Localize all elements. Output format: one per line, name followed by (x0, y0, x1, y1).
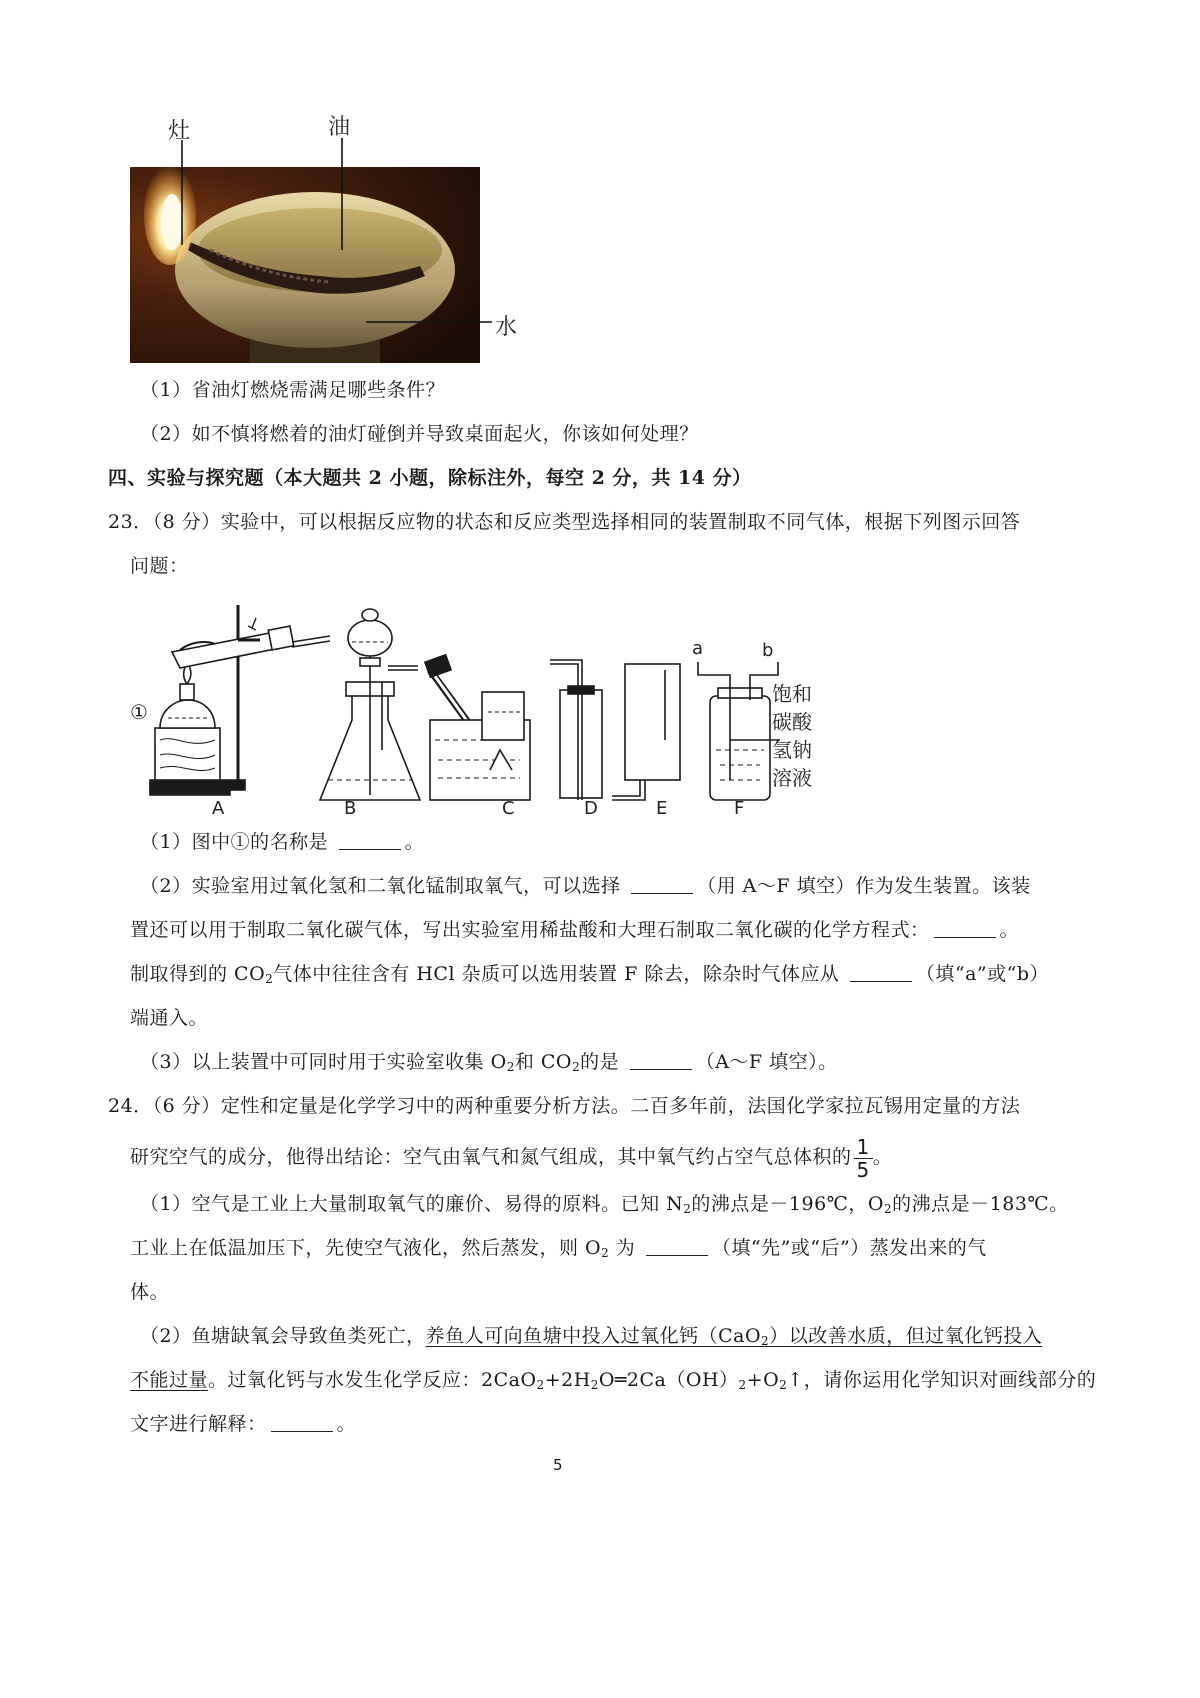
q24-stem-line1: 24．（6 分）定性和定量是化学学习中的两种重要分析方法。二百多年前，法国化学家拉瓦锡用定量的方法 (108, 1095, 1021, 1117)
q24-stem-line2 (130, 1132, 892, 1182)
underlined-part: 养鱼人可向鱼塘中投入过氧化钙（CaO (425, 1325, 762, 1347)
subscript: 2 (761, 1334, 770, 1348)
apparatus-label-F: F (734, 798, 745, 819)
q23-part3-text: 和 CO (514, 1051, 573, 1073)
solution-line-3: 氢钠 (772, 738, 812, 762)
q23-part3-text: （A～F 填空）。 (695, 1051, 838, 1073)
q23-stem-line1: 23．（8 分）实验中，可以根据反应物的状态和反应类型选择相同的装置制取不同气体，根据下列图示回答 (108, 511, 1021, 533)
apparatus-label-A: A (212, 798, 225, 819)
q23-part2-text: 制取得到的 CO (130, 963, 266, 985)
q23-part3 (140, 1050, 838, 1079)
q24-part2-text: 文字进行解释： (130, 1413, 267, 1435)
section-heading: 四、实验与探究题（本大题共 2 小题，除标注外，每空 2 分，共 14 分） (108, 467, 752, 489)
apparatus-label-C: C (502, 798, 515, 819)
q24-part2-text: 。 (336, 1413, 357, 1435)
port-a-label: a (692, 638, 704, 659)
subscript: 2 (572, 1060, 581, 1074)
q23-part1-text: （1）图中①的名称是 (140, 831, 335, 853)
q24-part1-line2 (130, 1236, 987, 1265)
subscript: 2 (738, 1378, 747, 1392)
q23-part1 (140, 830, 424, 854)
q23-part3-text: （3）以上装置中可同时用于实验室收集 O (140, 1051, 507, 1073)
solution-line-2: 碳酸 (772, 710, 812, 734)
q23-part2-text: （2）实验室用过氧化氢和二氧化锰制取氧气，可以选择 (140, 875, 628, 897)
fraction-denominator: 5 (856, 1157, 870, 1182)
underlined-part: ）以改善水质，但过氧化钙投入 (769, 1325, 1043, 1347)
q24-part1-text: 的沸点是－196℃，O (691, 1193, 885, 1215)
label-water: 水 (495, 315, 518, 340)
q24-part2-line3 (130, 1412, 356, 1436)
page-number: 5 (553, 1456, 563, 1474)
answer-blank[interactable] (339, 831, 401, 850)
solution-line-1: 饱和 (772, 682, 812, 706)
q23-part2-line2 (130, 918, 1019, 942)
q23-part2-text: （填“a”或“b） (915, 963, 1050, 985)
q24-part1-line3: 体。 (130, 1281, 170, 1303)
q23-part1-end: 。 (404, 831, 425, 853)
q23-part2-line4: 端通入。 (130, 1007, 209, 1029)
q24-part2-line2 (130, 1368, 1096, 1397)
subscript: 2 (590, 1378, 599, 1392)
port-b-label: b (762, 640, 774, 661)
q23-part2-text: 气体中往往含有 HCl 杂质可以选用装置 F 除去，除杂时气体应从 (273, 963, 846, 985)
q22-part2: （2）如不慎将燃着的油灯碰倒并导致桌面起火，你该如何处理？ (140, 423, 699, 445)
subscript: 2 (536, 1378, 545, 1392)
apparatus-label-D: D (584, 798, 598, 819)
apparatus-circle-one: ① (130, 700, 148, 724)
answer-blank[interactable] (271, 1413, 333, 1432)
answer-blank[interactable] (631, 875, 693, 894)
answer-blank[interactable] (630, 1051, 692, 1070)
q24-part1-text: （填“先”或“后”）蒸发出来的气 (711, 1237, 987, 1259)
q24-part2-text: ↑，请你运用化学知识对画线部分的 (787, 1369, 1097, 1391)
q24-part1-text: （1）空气是工业上大量制取氧气的廉价、易得的原料。已知 N (140, 1193, 684, 1215)
q24-part1-line1 (140, 1192, 1069, 1221)
oil-lamp-photo (120, 100, 580, 400)
underlined-text (426, 1325, 1043, 1347)
subscript: 2 (779, 1378, 788, 1392)
apparatus-label-B: B (344, 798, 357, 819)
subscript: 2 (683, 1202, 692, 1216)
q23-stem-line2: 问题： (130, 555, 189, 577)
answer-blank[interactable] (934, 919, 996, 938)
apparatus-diagram (120, 600, 820, 830)
q24-part2-text: +O (746, 1369, 780, 1391)
oil-lamp-figure (120, 100, 580, 400)
q24-stem-text: 研究空气的成分，他得出结论：空气由氧气和氮气组成，其中氧气约占空气总体积的 (130, 1146, 852, 1168)
label-wick: 灶 (168, 119, 191, 144)
solution-line-4: 溶液 (772, 766, 812, 790)
q23-part2-text: 置还可以用于制取二氧化碳气体，写出实验室用稀盐酸和大理石制取二氧化碳的化学方程式： (130, 919, 930, 941)
q24-part2-text: +2H (544, 1369, 591, 1391)
answer-blank[interactable] (850, 963, 912, 982)
subscript: 2 (265, 972, 274, 986)
apparatus-label-E: E (656, 798, 668, 819)
subscript: 2 (506, 1060, 515, 1074)
q23-part2-line3 (130, 962, 1049, 991)
subscript: 2 (601, 1246, 610, 1260)
q24-part2-text: （2）鱼塘缺氧会导致鱼类死亡， (140, 1325, 426, 1347)
q24-part2-text: O═2Ca（OH） (598, 1369, 739, 1391)
answer-blank[interactable] (646, 1237, 708, 1256)
q23-part3-text: 的是 (580, 1051, 626, 1073)
q24-part1-text: 为 (609, 1237, 642, 1259)
q24-part2-line1 (140, 1324, 1042, 1353)
q23-part2-text: （用 A～F 填空）作为发生装置。该装 (697, 875, 1031, 897)
q23-part2-text: 。 (999, 919, 1020, 941)
q23-part2-line1 (140, 874, 1031, 898)
fraction-numerator: 1 (854, 1136, 873, 1159)
q22-part1: （1）省油灯燃烧需满足哪些条件？ (140, 379, 446, 401)
q24-stem-end: 。 (872, 1146, 893, 1168)
subscript: 2 (884, 1202, 893, 1216)
q24-part1-text: 的沸点是－183℃。 (892, 1193, 1069, 1215)
q24-part1-text: 工业上在低温加压下，先使空气液化，然后蒸发，则 O (130, 1237, 602, 1259)
underlined-text: 不能过量 (130, 1369, 209, 1391)
label-oil: 油 (328, 115, 351, 140)
fraction-one-fifth (854, 1136, 873, 1181)
apparatus-drawing (120, 600, 820, 830)
q24-part2-text: 。过氧化钙与水发生化学反应：2CaO (208, 1369, 537, 1391)
